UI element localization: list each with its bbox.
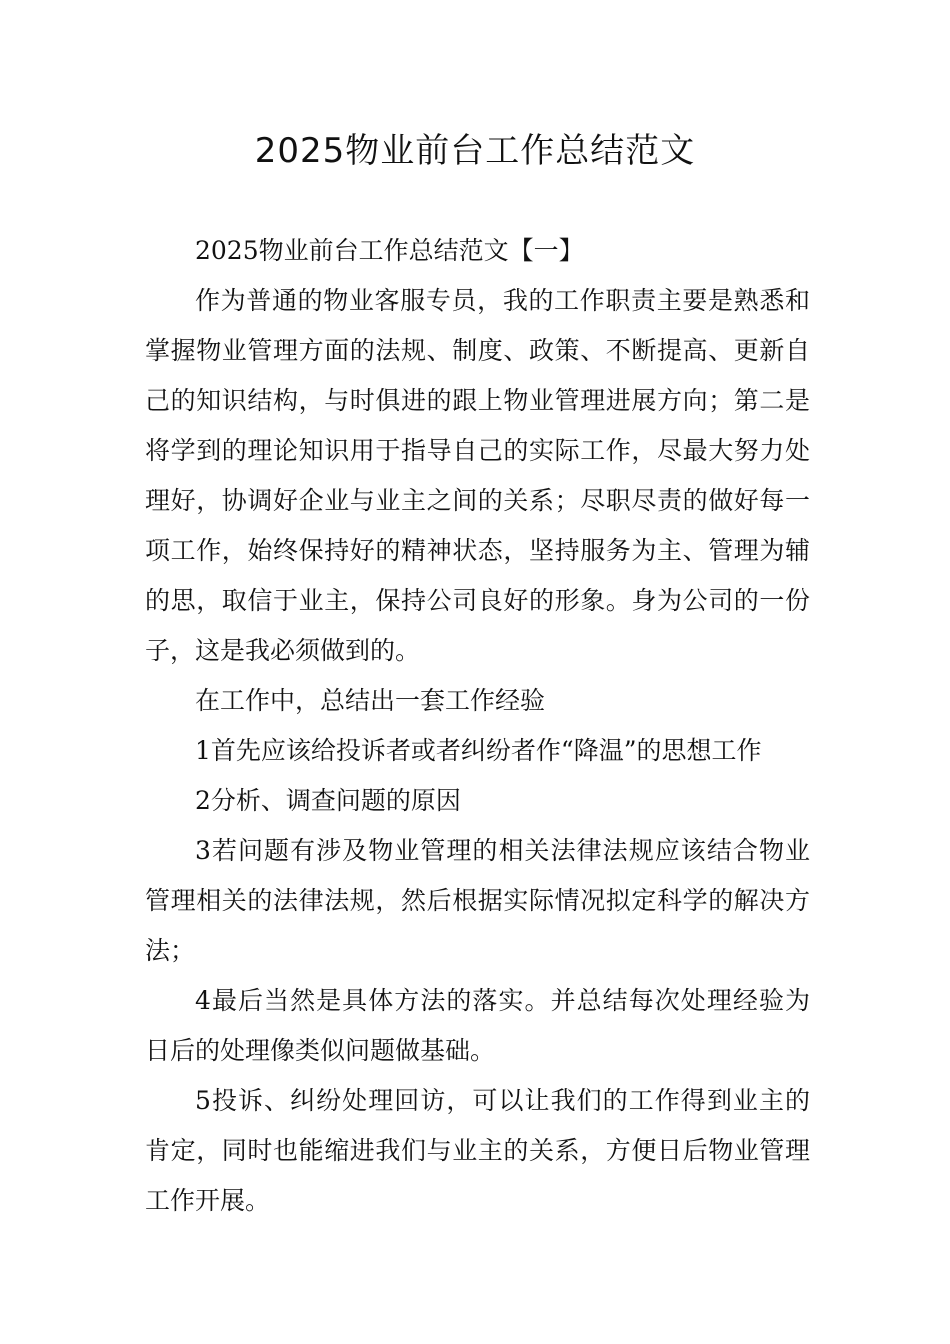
paragraph-intro: 作为普通的物业客服专员，我的工作职责主要是熟悉和掌握物业管理方面的法规、制度、政策、不断提高、更新自己的知识结构，与时俱进的跟上物业管理进展方向；第二是将学到的理论知识用于指导自己的实际工作，尽最大努力处理好，协调好企业与业主之间的关系；尽职尽责的做好每一项工作，始终保持好的精神状态，坚持服务为主、管理为辅的思，取信于业主，保持公司良好的形象。身为公司的一份子，这是我必须做到的。 — [145, 286, 810, 665]
paragraph-step-3: 3若问题有涉及物业管理的相关法律法规应该结合物业管理相关的法律法规，然后根据实际情况拟定科学的解决方法； — [145, 836, 810, 965]
paragraph-experience-lead: 在工作中，总结出一套工作经验 — [195, 686, 546, 715]
document-title: 2025物业前台工作总结范文 — [254, 131, 696, 171]
paragraph-step-4: 4最后当然是具体方法的落实。并总结每次处理经验为日后的处理像类似问题做基础。 — [145, 986, 810, 1065]
paragraph-step-2: 2分析、调查问题的原因 — [195, 786, 461, 815]
section-heading: 2025物业前台工作总结范文【一】 — [195, 236, 584, 265]
paragraph-step-1: 1首先应该给投诉者或者纠纷者作“降温”的思想工作 — [195, 736, 762, 765]
document-body — [145, 226, 810, 1226]
paragraph-step-5: 5投诉、纠纷处理回访，可以让我们的工作得到业主的肯定，同时也能缩进我们与业主的关系，方便日后物业管理工作开展。 — [145, 1086, 810, 1215]
